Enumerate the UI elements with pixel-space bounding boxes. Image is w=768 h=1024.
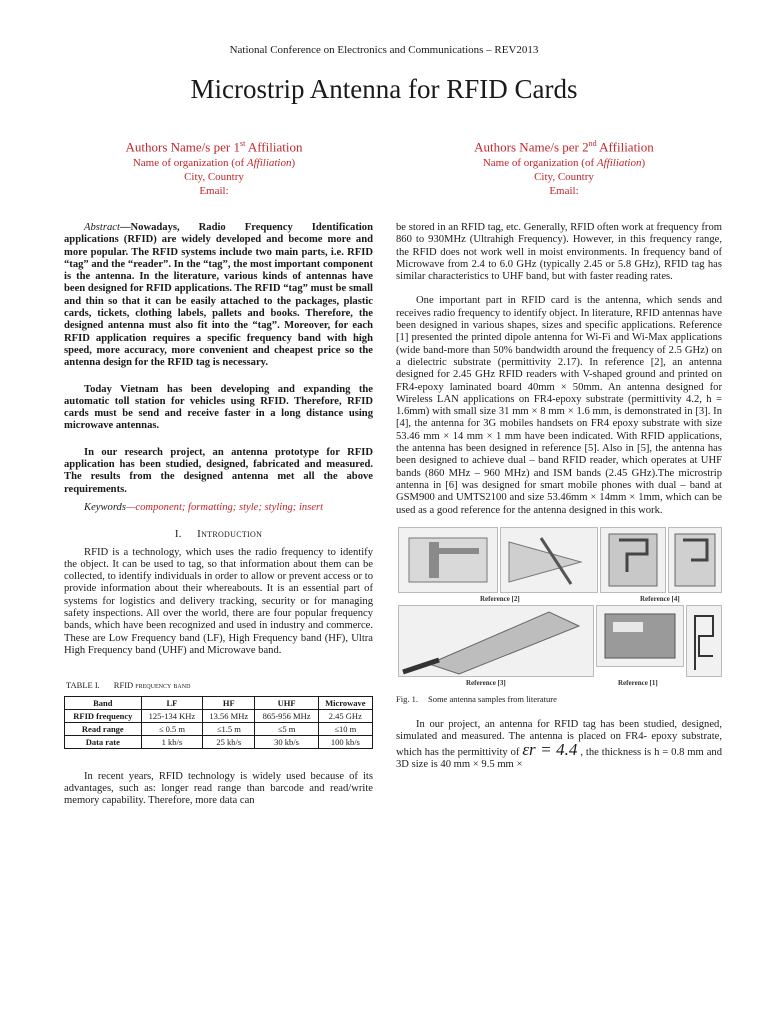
table-header-cell: HF [203,696,255,709]
table-caption: TABLE I. RFID frequency band [66,680,191,691]
antenna-drawing-icon [669,528,721,592]
permittivity-formula: εr = 4.4 [522,739,578,759]
abstract: Abstract—Nowadays, Radio Frequency Identification applications (RFID) are widely developed and become more and more popular. The RFID systems include two main parts, i.e. RFID “tag” and the “reader”. In the “tag”, the most important component is the antenna. In the literature, various kinds of antennas have been designed for RFID applications. The RFID “tag” must be small and thin so that it can be easily attached to the packages, plastic cards, tickets, clothing labels, pallets and books. Therefore, the designed antenna must also fit into the “tag”. Moreover, for each RFID application requires a specific frequency band with high speed, more accuracy, more convenient and cheapest price so the antenna design for the RFID tag is necessary. [64,222,373,369]
table-cell: 30 kb/s [255,735,318,748]
author-name-2: Authors Name/s per 2nd Affiliation [474,139,654,155]
abstract-paragraph-3: In our research project, an antenna prototype for RFID application has been studied, designed, fabricated and measured. The results from the designed antenna met all the above requirements. [64,446,373,495]
antenna-image-ref3 [398,605,594,677]
antenna-image-ref4a [600,527,666,593]
antenna-image-ref1 [596,605,684,667]
right-paragraph-3: In our project, an antenna for RFID tag has been studied, designed, simulated and measured. The antenna is placed on FR4- epoxy substrate, which has the permittivity of εr = 4.4 , the thickness is h = 0.8 mm and 3D size is 40 mm × 9.5 mm × [396,719,722,771]
antenna-drawing-icon [399,528,497,592]
table-cell: ≤1.5 m [203,722,255,735]
table-header-cell: UHF [255,696,318,709]
table-cell: RFID frequency [65,709,142,722]
left-column [64,222,373,807]
author-city-1: City, Country [184,171,244,184]
frequency-band-table [64,696,373,749]
table-header-cell: Band [65,696,142,709]
antenna-image-meander [686,605,722,677]
table-cell: 2.45 GHz [318,709,372,722]
table-cell: Data rate [65,735,142,748]
table-cell: ≤10 m [318,722,372,735]
author-block-2 [414,135,714,198]
antenna-image-ref2b [500,527,598,593]
section-heading-introduction: I. Introduction [174,528,263,541]
table-cell: ≤ 0.5 m [141,722,203,735]
table-header-cell: Microwave [318,696,372,709]
right-column [396,222,722,771]
table-cell: ≤5 m [255,722,318,735]
table-cell: 13.56 MHz [203,709,255,722]
antenna-drawing-icon [399,606,593,676]
figure-label: Reference [4] [640,594,680,603]
table-header-row [65,696,373,709]
figure-antenna-samples [396,523,722,689]
table-row [65,709,373,722]
antenna-image-ref2a [398,527,498,593]
right-paragraph-1: be stored in an RFID tag, etc. Generally, RFID often work at frequency from 860 to 930MHz (Ultrahigh Frequency). However, in this frequency range, the RFID does not work well in moist environments. In frequency band of Microwave from 2.4 to 6.0 GHz (typically 2.45 or 5.8 GHz), RFID tag has similar characteristics to UHF band, but with faster reading rates. [396,222,722,283]
table-cell: Read range [65,722,142,735]
author-org-1: Name of organization (of Affiliation) [132,157,296,170]
intro-paragraph-1: RFID is a technology, which uses the radio frequency to identify the object. It can be used to tag, so that information about them can be collected, to identify individuals in order to allow or prevent access or to provide information about their whereabouts. It is an essential part of systems for logistics and delivery tracking, security or for managing safety inspections. All over the world, there are four popular frequency bands, which have been recognized and used in industry and commerce. These are Low Frequency band (LF), High Frequency band (HF), Ultra High Frequency band (UHF) and Microwave band. [64,546,373,656]
figure-label: Reference [3] [466,678,506,687]
paper-title: Microstrip Antenna for RFID Cards [190,74,578,104]
table-cell: 125-134 KHz [141,709,203,722]
figure-label: Reference [2] [480,594,520,603]
author-org-2: Name of organization (of Affiliation) [482,157,646,170]
figure-label: Reference [1] [618,678,658,687]
antenna-drawing-icon [501,528,597,592]
table-cell: 865-956 MHz [255,709,318,722]
author-email-2: Email: [549,185,579,198]
author-name-1: Authors Name/s per 1st Affiliation [125,139,303,155]
figure-caption: Fig. 1. Some antenna samples from literature [396,693,557,704]
right-paragraph-2: One important part in RFID card is the antenna, which sends and receives radio frequency to identify object. In literature, RFID antennas have been designed in various shapes, sizes and specific applications. Reference [1] presented the printed dipole antenna for Wi-Fi and Wi-Max applications (wide band-more than 50% bandwidth around the frequency of 2.5 GHz) on a dielectric substrate (permittivity 2.17). In reference [2], an antenna designed for 2.45 GHz RFID readers with V-shaped ground and printed on FR4-epoxy laminated board 40mm × 50mm. An antenna designed for Wireless LAN applications on FR4-epoxy substrate (permittivity 4.2, h = 1.6mm) with small size 31 mm × 8 mm × 1.6 mm, is demonstrated in [3]. In [4], the antenna for 3G mobiles handsets on FR4 epoxy substrate with size 53.46 mm × 14 mm × 1 mm have been indicated. With RFID applications, the antenna has been designed in reference [5]. Also in [5], the antenna has been designed to achieve dual – band RFID reader, which operates at UHF bands (860 MHz – 960 MHz) and ISM bands (2.45 GHz).The microstrip antenna in [6] was designed for smart mobile phones with dual – band at GSM900 and UMTS2100 and size 53.46mm × 14mm × 1mm, which can be used as a good reference for the antenna designed in this work. [396,295,722,516]
author-email-1: Email: [199,185,229,198]
table-cell: 1 kb/s [141,735,203,748]
table-cell: 25 kb/s [203,735,255,748]
table-header-cell: LF [141,696,203,709]
antenna-drawing-icon [597,606,683,666]
table-row [65,735,373,748]
keywords: Keywords—component; formatting; style; styling; insert [84,501,324,513]
conference-header: National Conference on Electronics and Communications – REV2013 [229,44,539,56]
author-block-1 [64,135,364,198]
abstract-paragraph-2: Today Vietnam has been developing and expanding the automatic toll station for vehicles using RFID. Therefore, RFID cards must be send and receive faster in a long distance using microwave antennas. [64,383,373,432]
table-cell: 100 kb/s [318,735,372,748]
antenna-drawing-icon [687,606,721,676]
table-row [65,722,373,735]
author-city-2: City, Country [534,171,594,184]
antenna-image-ref4b [668,527,722,593]
antenna-drawing-icon [601,528,665,592]
intro-paragraph-2: In recent years, RFID technology is widely used because of its advantages, such as: longer read range than barcode and read/write memory capability. Therefore, more data can [64,770,373,807]
